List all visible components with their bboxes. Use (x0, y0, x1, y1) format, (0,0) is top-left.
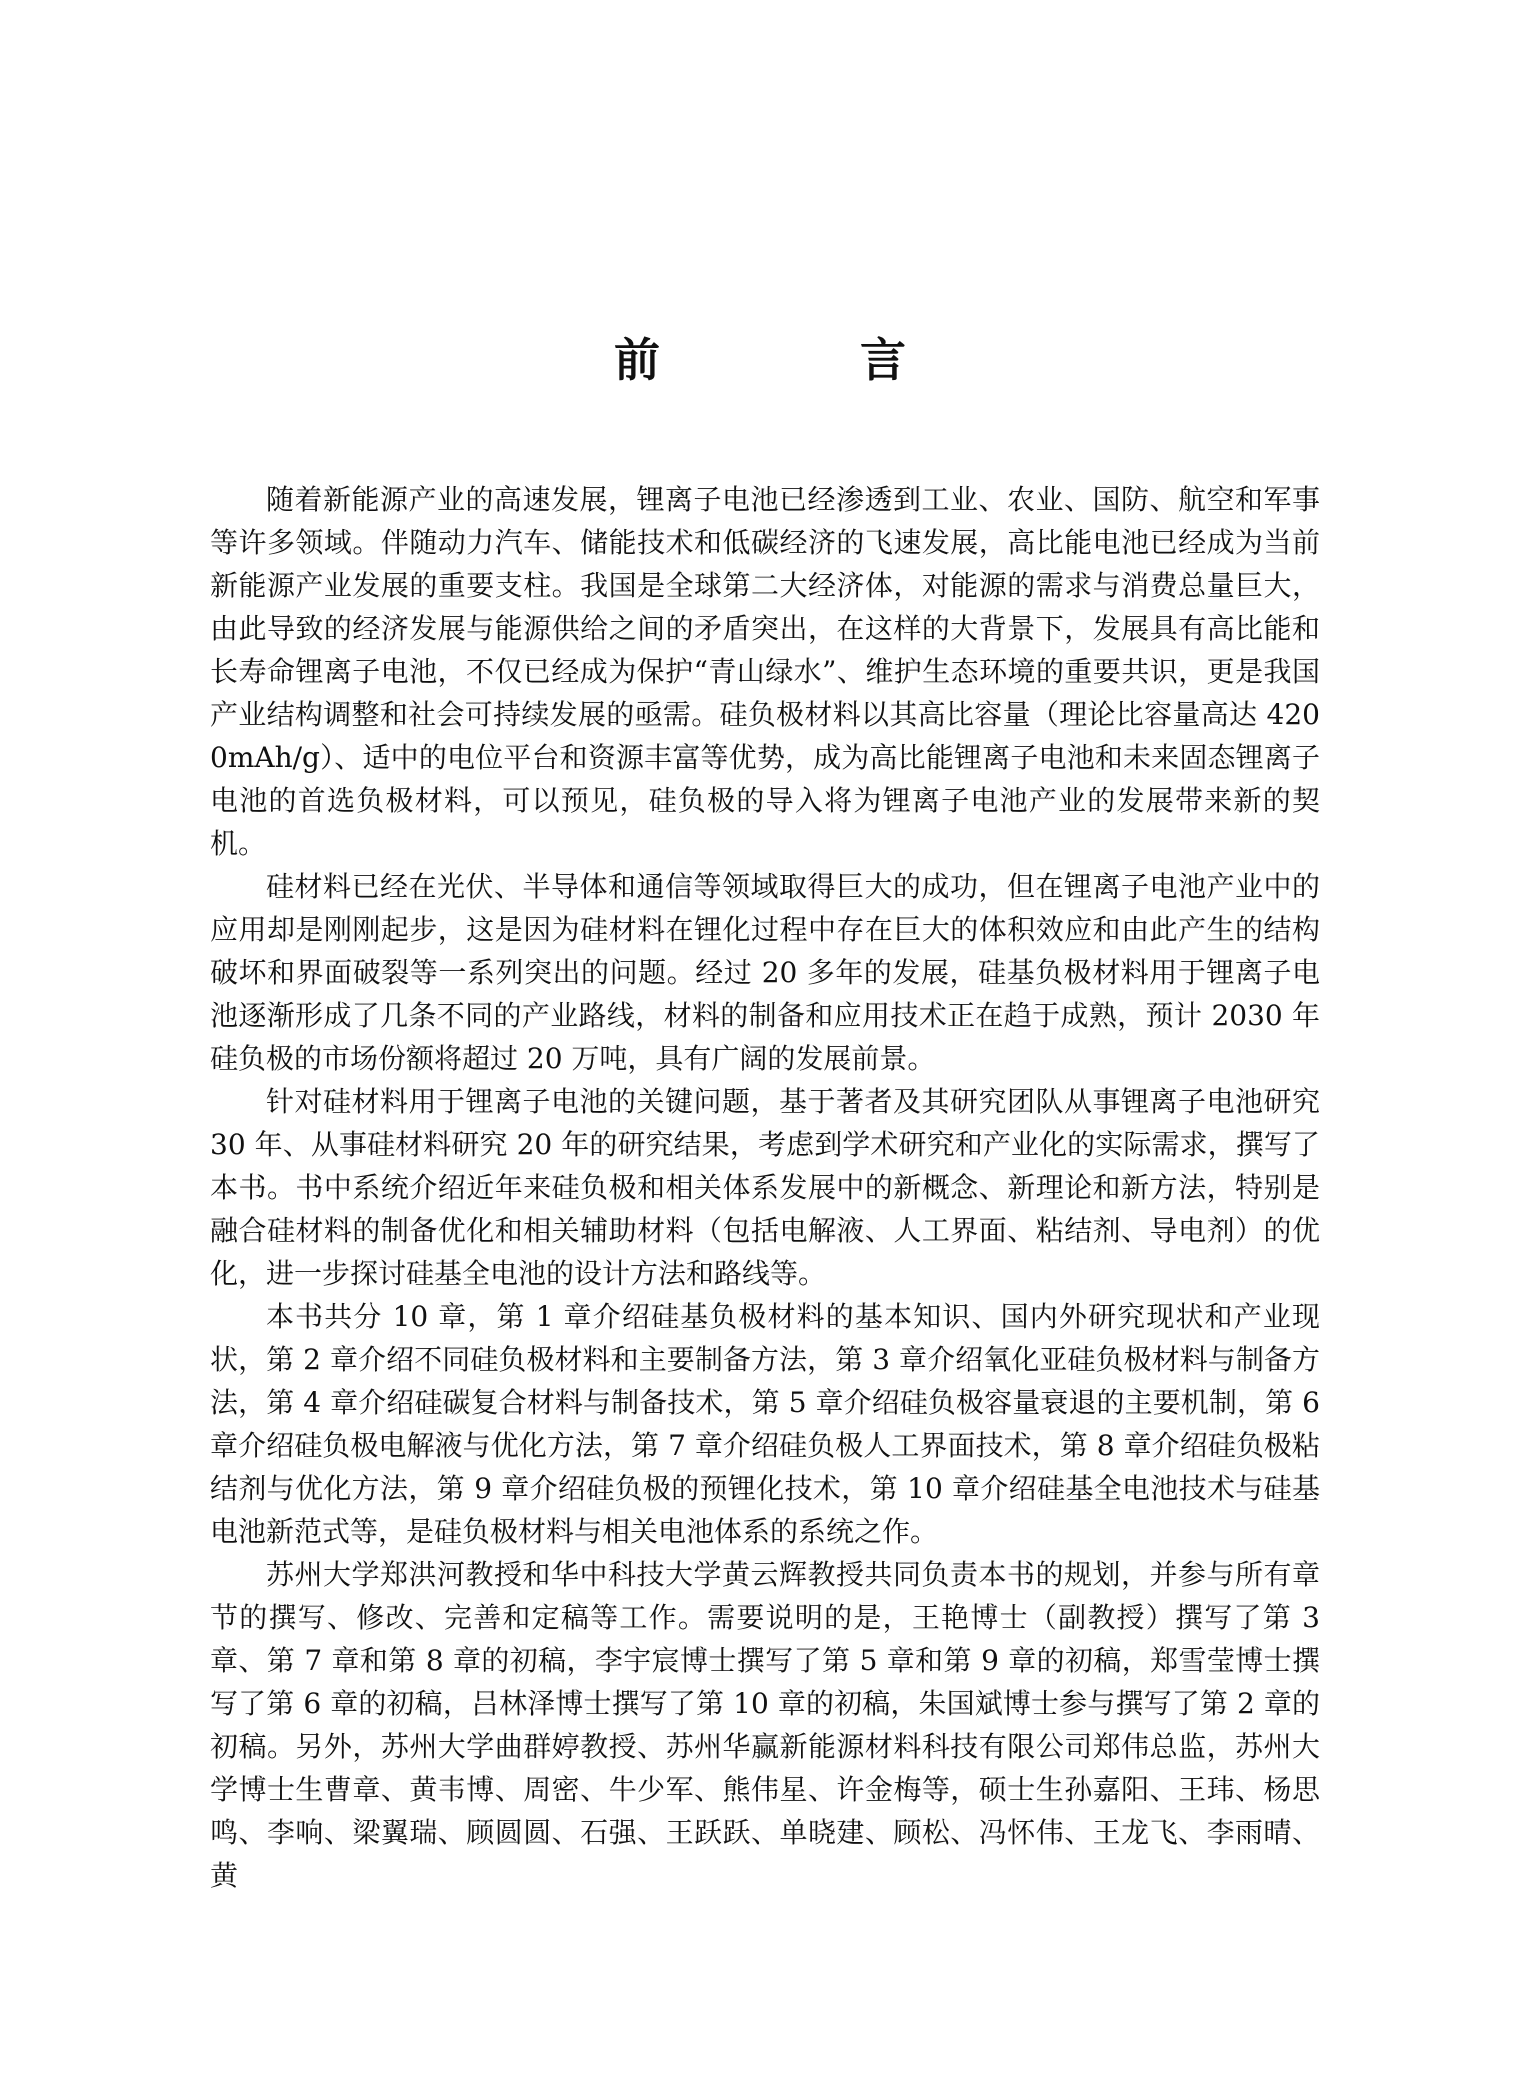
paragraph-4: 本书共分 10 章，第 1 章介绍硅基负极材料的基本知识、国内外研究现状和产业现状，第 2 章介绍不同硅负极材料和主要制备方法，第 3 章介绍氧化亚硅负极材料与制备方法，第 4 章介绍硅碳复合材料与制备技术，第 5 章介绍硅负极容量衰退的主要机制，第 6 章介绍硅负极电解液与优化方法，第 7 章介绍硅负极人工界面技术，第 8 章介绍硅负极粘结剂与优化方法，第 9 章介绍硅负极的预锂化技术，第 10 章介绍硅基全电池技术与硅基电池新范式等，是硅负极材料与相关电池体系的系统之作。 (210, 1300, 1320, 1548)
paragraph-1: 随着新能源产业的高速发展，锂离子电池已经渗透到工业、农业、国防、航空和军事等许多领域。伴随动力汽车、储能技术和低碳经济的飞速发展，高比能电池已经成为当前新能源产业发展的重要支柱。我国是全球第二大经济体，对能源的需求与消费总量巨大，由此导致的经济发展与能源供给之间的矛盾突出，在这样的大背景下，发展具有高比能和长寿命锂离子电池，不仅已经成为保护“青山绿水”、维护生态环境的重要共识，更是我国产业结构调整和社会可持续发展的亟需。硅负极材料以其高比容量（理论比容量高达 4200mAh/g）、适中的电位平台和资源丰富等优势，成为高比能锂离子电池和未来固态锂离子电池的首选负极材料，可以预见，硅负极的导入将为锂离子电池产业的发展带来新的契机。 (210, 483, 1320, 860)
paragraph-3: 针对硅材料用于锂离子电池的关键问题，基于著者及其研究团队从事锂离子电池研究 30 年、从事硅材料研究 20 年的研究结果，考虑到学术研究和产业化的实际需求，撰写了本书。书中系统介绍近年来硅负极和相关体系发展中的新概念、新理论和新方法，特别是融合硅材料的制备优化和相关辅助材料（包括电解液、人工界面、粘结剂、导电剂）的优化，进一步探讨硅基全电池的设计方法和路线等。 (210, 1085, 1320, 1290)
paragraph-2: 硅材料已经在光伏、半导体和通信等领域取得巨大的成功，但在锂离子电池产业中的应用却是刚刚起步，这是因为硅材料在锂化过程中存在巨大的体积效应和由此产生的结构破坏和界面破裂等一系列突出的问题。经过 20 多年的发展，硅基负极材料用于锂离子电池逐渐形成了几条不同的产业路线，材料的制备和应用技术正在趋于成熟，预计 2030 年硅负极的市场份额将超过 20 万吨，具有广阔的发展前景。 (210, 870, 1320, 1075)
preface-body (210, 478, 1320, 1897)
paragraph-5: 苏州大学郑洪河教授和华中科技大学黄云辉教授共同负责本书的规划，并参与所有章节的撰写、修改、完善和定稿等工作。需要说明的是，王艳博士（副教授）撰写了第 3 章、第 7 章和第 8 章的初稿，李宇宸博士撰写了第 5 章和第 9 章的初稿，郑雪莹博士撰写了第 6 章的初稿，吕林泽博士撰写了第 10 章的初稿，朱国斌博士参与撰写了第 2 章的初稿。另外，苏州大学曲群婷教授、苏州华赢新能源材料科技有限公司郑伟总监，苏州大学博士生曹章、黄韦博、周密、牛少军、熊伟星、许金梅等，硕士生孙嘉阳、王玮、杨思鸣、李响、梁翼瑞、顾圆圆、石强、王跃跃、单晓建、顾松、冯怀伟、王龙飞、李雨晴、黄 (210, 1558, 1320, 1892)
page-title: 前 言 (613, 333, 998, 387)
